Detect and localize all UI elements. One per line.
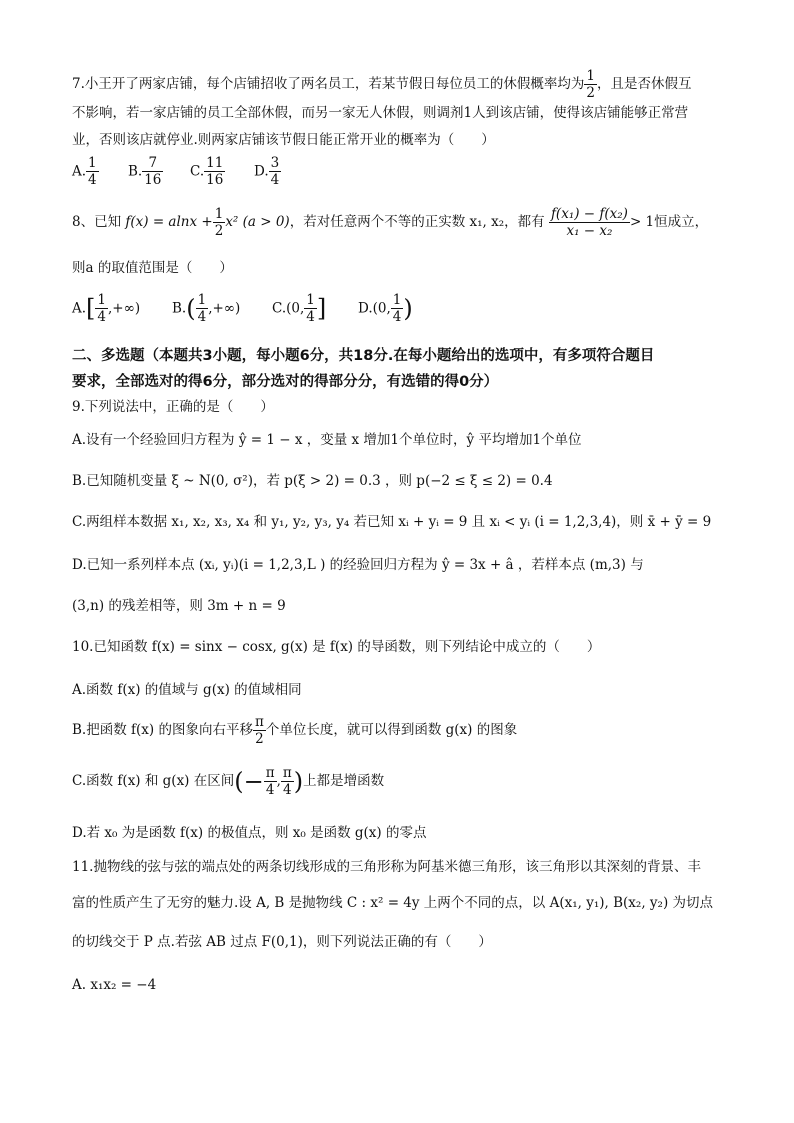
q10-stem: 10.已知函数 f(x) = sinx − cosx, g(x) 是 f(x) 的导函数，则下列结论中成立的（ ） xyxy=(72,639,601,655)
q7-line3: 业，否则该店就停业.则两家店铺该节假日能正常开业的概率为（ ） xyxy=(72,132,495,148)
q9-option-a[interactable]: A.设有一个经验回归方程为 ŷ = 1 − x ，变量 x 增加1个单位时，ŷ 平均增加1个单位 xyxy=(72,432,582,448)
q8-option-d[interactable]: D.(0, $\frac{1}{4}$ ) xyxy=(358,292,413,325)
q9-option-d-line2: (3,n) 的残差相等，则 3m + n = 9 xyxy=(72,598,286,614)
q10-option-b[interactable]: B.把函数 f(x) 的图象向右平移 $\frac{\pi}{2}$ 个单位长度，就可以得到函数 g(x) 的图象 xyxy=(72,714,518,747)
q7-line1 xyxy=(72,68,722,101)
q9-option-b[interactable]: B.已知随机变量 ξ ~ N(0, σ²)，若 p(ξ > 2) = 0.3 ，则 p(−2 ≤ ξ ≤ 2) = 0.4 xyxy=(72,473,553,489)
q10-pi-half: $\frac{\pi}{2}$ xyxy=(254,714,264,747)
q8-half-fraction: $\frac{1}{2}$ xyxy=(214,206,224,239)
q8-option-b[interactable]: B.( $\frac{1}{4}$ ,+∞) xyxy=(172,292,241,325)
q7-option-d[interactable]: D. $\frac{3}{4}$ xyxy=(254,155,280,188)
q8-line1: 8、已知 f(x) = alnx + $\frac{1}{2}$ x² (a > 0)，若对任意两个不等的正实数 x₁, x₂，都有 $\frac{\text{f(x₁) − f(x₂)}}{\text{x₁ − x₂}}$ > 1恒成立， xyxy=(72,206,709,239)
q9-option-c[interactable]: C.两组样本数据 x₁, x₂, x₃, x₄ 和 y₁, y₂, y₃, y₄ 若已知 xᵢ + yᵢ = 9 且 xᵢ < yᵢ (i = 1,2,3,4)，则 x̄ + ȳ = 9 xyxy=(72,514,712,530)
q7-option-b[interactable]: B. $\frac{7}{16}$ xyxy=(128,155,162,188)
q7-half-fraction: $\frac{1}{2}$ xyxy=(586,68,595,101)
q10-option-c[interactable]: C.函数 f(x) 和 g(x) 在区间(− $\frac{\pi}{4}$ , $\frac{\pi}{4}$ )上都是增函数 xyxy=(72,765,385,798)
q10-option-a[interactable]: A.函数 f(x) 的值域与 g(x) 的值域相同 xyxy=(72,682,302,698)
q11-option-a[interactable]: A. x₁x₂ = −4 xyxy=(72,977,157,993)
q9-option-d-line1[interactable]: D.已知一系列样本点 (xᵢ, yᵢ)(i = 1,2,3,L ) 的经验回归方程为 ŷ = 3x + â ，若样本点 (m,3) 与 xyxy=(72,557,644,573)
q11-line2: 富的性质产生了无穷的魅力.设 A, B 是抛物线 C : x² = 4y 上两个不同的点，以 A(x₁, y₁), B(x₂, y₂) 为切点 xyxy=(72,895,713,911)
q7-text-tail: ，且是否休假互 xyxy=(596,76,692,92)
q7-text: 7.小王开了两家店铺，每个店铺招收了两名员工，若某节假日每位员工的休假概率均为 xyxy=(72,76,585,92)
q11-line3: 的切线交于 P 点.若弦 AB 过点 F(0,1)，则下列说法正确的有（ ） xyxy=(72,934,492,950)
section-heading-line2: 要求，全部选对的得6分，部分选对的得部分分，有选错的得0分） xyxy=(72,374,499,390)
q8-function: f(x) = alnx + xyxy=(125,214,213,230)
q7-option-c[interactable]: C. $\frac{11}{16}$ xyxy=(190,155,224,188)
q9-stem: 9.下列说法中，正确的是（ ） xyxy=(72,399,274,415)
q8-difference-quotient: $\frac{\text{f(x₁) − f(x₂)}}{\text{x₁ − x₂}}$ xyxy=(550,206,628,239)
q7-line2: 不影响，若一家店铺的员工全部休假，而另一家无人休假，则调剂1人到该店铺，使得该店铺能够正常营 xyxy=(72,105,689,121)
q10-option-d[interactable]: D.若 x₀ 为是函数 f(x) 的极值点，则 x₀ 是函数 g(x) 的零点 xyxy=(72,825,427,841)
q8-option-a[interactable]: A.[ $\frac{1}{4}$ ,+∞) xyxy=(72,292,141,325)
q8-line2: 则a 的取值范围是（ ） xyxy=(72,260,233,276)
section-heading-line1: 二、多选题（本题共3小题，每小题6分，共18分.在每小题给出的选项中，有多项符合题目 xyxy=(72,348,655,364)
q11-line1: 11.抛物线的弦与弦的端点处的两条切线形成的三角形称为阿基米德三角形，该三角形以其深刻的背景、丰 xyxy=(72,859,701,875)
q7-option-a[interactable]: A. $\frac{1}{4}$ xyxy=(72,155,97,188)
q8-option-c[interactable]: C.(0, $\frac{1}{4}$ ] xyxy=(272,292,327,325)
